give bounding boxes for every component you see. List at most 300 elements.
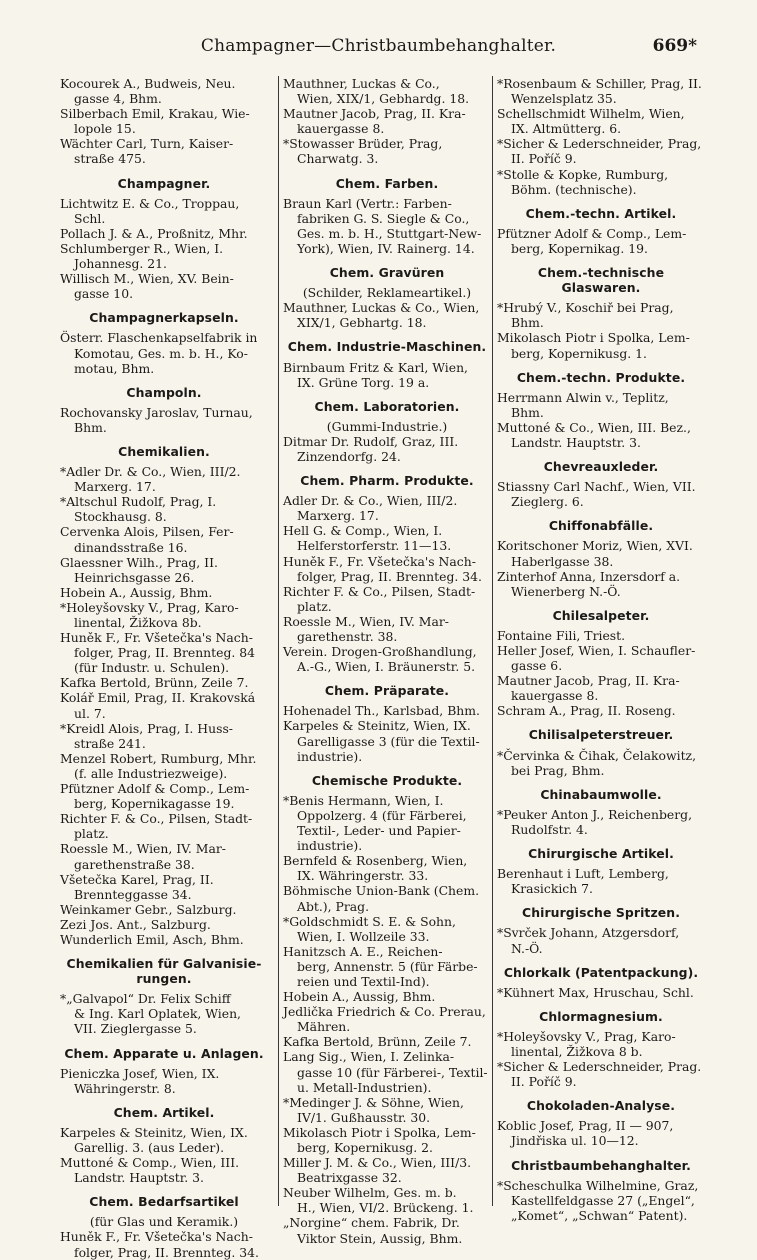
entry-line-cont: garethenstr. 38. [297,629,398,644]
entry-line: Hanitzsch A. E., Reichen- [283,943,443,959]
entry-line-cont: gasse 10 (für Färberei-, Textil- [297,1064,488,1080]
entry-line: Kafka Bertold, Brünn, Zeile 7. [283,1034,472,1050]
entry-line: Kafka Bertold, Brünn, Zeile 7. [60,675,249,691]
directory-entry [60,781,268,811]
entry-line: „Norgine“ chem. Fabrik, Dr. [283,1215,460,1231]
category-heading [497,265,705,295]
directory-entry [497,569,705,599]
category-subheading: (für Glas und Keramik.) [89,1214,239,1230]
category-heading [60,1046,268,1061]
directory-entry [60,585,268,600]
directory-entry [283,703,491,718]
directory-entry [283,523,491,553]
page-number: 669* [652,36,697,56]
entry-line-cont: Mähren. [297,1019,351,1035]
directory-entry [60,196,268,226]
entry-line-cont: reien und Textil-Ind). [297,973,430,989]
directory-entry [283,614,491,644]
entry-line: *Svrček Johann, Atzgersdorf, [497,925,680,941]
entry-line: Menzel Robert, Rumburg, Mhr. [60,750,257,766]
entry-line: Weinkamer Gebr., Salzburg. [60,901,237,917]
directory-entry [283,1034,491,1049]
category-heading [283,265,491,280]
entry-line-cont: Wienerberg N.-Ö. [511,583,621,599]
entry-line-cont: IX. Altmütterg. 6. [511,121,622,137]
entry-line-cont: platz. [74,826,109,842]
directory-entry [283,106,491,136]
directory-entry [60,991,268,1036]
heading-text: Chemikalien. [118,443,210,459]
directory-entry [60,136,268,166]
directory-entry [283,718,491,763]
entry-line-cont: Zieglerg. 6. [511,494,584,510]
entry-line: Braun Karl (Vertr.: Farben- [283,195,452,211]
entry-line-cont: Kastellfeldgasse 27 („Engel“, [511,1192,695,1208]
category-heading [60,176,268,191]
heading-text: Chlormagnesium. [539,1008,663,1024]
directory-entry [497,1118,705,1148]
directory-entry [497,628,705,643]
directory-entry [283,853,491,883]
directory-entry [497,330,705,360]
directory-entry [60,76,268,106]
entry-line: Hobein A., Aussig, Bhm. [283,989,436,1005]
entry-line-cont: Wien, XIX/1, Gebhardg. 18. [297,91,470,107]
heading-text: Chiffonabfälle. [548,518,654,534]
directory-entry [283,136,491,166]
heading-text: Champoln. [126,384,202,400]
entry-line: Stiassny Carl Nachf., Wien, VII. [497,479,696,495]
entry-line: *„Galvapol“ Dr. Felix Schiff [60,991,231,1007]
entry-line: Hohenadel Th., Karlsbad, Bhm. [283,703,480,719]
entry-line: Lichtwitz E. & Co., Troppau, [60,195,240,211]
entry-line-cont: Charwatg. 3. [297,151,379,167]
entry-line-cont: Landstr. Hauptstr. 3. [74,1170,204,1186]
directory-entry [497,643,705,673]
entry-line-cont: Stockhausg. 8. [74,509,167,525]
entry-line: Glaessner Wilh., Prag, II. [60,554,218,570]
entry-line: Mikolasch Piotr i Spolka, Lem- [283,1124,476,1140]
entry-line: Hell G. & Comp., Wien, I. [283,523,443,539]
entry-line: *Červinka & Čihak, Čelakowitz, [497,747,697,763]
column-3 [492,76,705,1223]
entry-line-cont: industrie). [297,748,363,764]
entry-line: Koblic Josef, Prag, II — 907, [497,1118,674,1134]
entry-line-cont: VII. Zieglergasse 5. [74,1021,197,1037]
entry-line-cont: berg, Kopernikag. 19. [511,240,648,256]
entry-line: *Medinger J. & Söhne, Wien, [283,1094,464,1110]
entry-line-cont: Wien, I. Wollzeile 33. [297,928,430,944]
entry-line-cont: linental, Žižkova 8 b. [511,1043,643,1059]
category-heading [283,473,491,488]
category-heading [283,773,491,788]
entry-line: Kolář Emil, Prag, II. Krakovská [60,690,256,706]
entry-line-cont: fabriken G. S. Siegle & Co., [297,210,470,226]
heading-text: Chem. Apparate u. Anlagen. [64,1045,264,1061]
entry-line: *Holeyšovsky V., Prag, Karo- [60,599,239,615]
entry-line-cont: Helferstorferstr. 11—13. [297,538,452,554]
entry-line-cont: „Komet“, „Schwan“ Patent). [511,1207,688,1223]
directory-entry [60,872,268,902]
entry-line: Adler Dr. & Co., Wien, III/2. [283,493,458,509]
directory-entry [60,405,268,435]
entry-line: Pieniczka Josef, Wien, IX. [60,1065,220,1081]
entry-line: Verein. Drogen-Großhandlung, [283,644,477,660]
category-heading [497,459,705,474]
heading-text: Chirurgische Artikel. [528,846,674,862]
entry-line-cont: industrie). [297,838,363,854]
heading-text: Champagnerkapseln. [89,310,239,326]
entry-line-cont: folger, Prag, II. Brennteg. 84 [74,645,256,661]
entry-line-cont: Haberlgasse 38. [511,553,614,569]
entry-line-cont: Landstr. Hauptstr. 3. [511,434,641,450]
entry-line: Všetečka Karel, Prag, II. [60,871,214,887]
heading-text: Chem.-techn. Artikel. [525,205,677,221]
directory-entry [283,1004,491,1034]
entry-line: Wunderlich Emil, Asch, Bhm. [60,931,244,947]
directory-entry [60,555,268,585]
directory-entry [60,932,268,947]
entry-line-cont: Textil-, Leder- und Papier- [297,823,461,839]
category-heading [60,956,268,986]
entry-line-cont: Heinrichsgasse 26. [74,569,195,585]
entry-line: Rochovansky Jaroslav, Turnau, [60,404,253,420]
heading-text: Chem.-technische Glaswaren. [537,265,665,296]
category-heading [60,1194,268,1209]
entry-line-cont: IX. Währingerstr. 33. [297,868,429,884]
directory-entry [497,390,705,420]
category-heading [60,310,268,325]
entry-line-cont: Garelligasse 3 (für die Textil- [297,733,480,749]
directory-entry [60,1229,268,1259]
entry-line-cont: (f. alle Industriezweige). [74,765,228,781]
entry-line: *Scheschulka Wilhelmine, Graz, [497,1177,699,1193]
directory-entry [497,136,705,166]
directory-entry [60,524,268,554]
entry-line: Neuber Wilhelm, Ges. m. b. [283,1185,457,1201]
directory-entry [283,493,491,523]
category-heading [497,1098,705,1113]
heading-text: Chokoladen-Analyse. [526,1098,676,1114]
entry-line: Hobein A., Aussig, Bhm. [60,584,213,600]
category-heading [60,444,268,459]
entry-line: Lang Sig., Wien, I. Zelinka- [283,1049,455,1065]
directory-entry [60,902,268,917]
directory-entry [283,196,491,256]
directory-entry [497,985,705,1000]
directory-entry [283,914,491,944]
directory-entry [497,226,705,256]
category-subheading: (Schilder, Reklameartikel.) [302,285,472,301]
heading-text: Chirurgische Spritzen. [522,905,680,921]
entry-line-cont: Viktor Stein, Aussig, Bhm. [297,1230,463,1246]
directory-entry [497,925,705,955]
entry-line-cont: Ges. m. b. H., Stuttgart-New- [297,225,482,241]
entry-line: Huněk F., Fr. Všetečka's Nach- [60,630,253,646]
column-1 [60,76,268,1260]
category-heading [497,905,705,920]
directory-entry [497,673,705,703]
directory-columns [60,76,702,1260]
entry-line-cont: gasse 6. [511,658,563,674]
entry-line: Koritschoner Moriz, Wien, XVI. [497,538,693,554]
category-heading [497,370,705,385]
directory-entry [497,703,705,718]
category-heading [497,965,705,980]
entry-line: Miller J. M. & Co., Wien, III/3. [283,1155,472,1171]
entry-line-cont: York), Wien, IV. Rainerg. 14. [297,240,475,256]
entry-line: Österr. Flaschenkapselfabrik in [60,330,258,346]
directory-entry [283,554,491,584]
entry-line: *Hrubý V., Koschiř bei Prag, [497,300,674,316]
directory-entry [497,76,705,106]
heading-text: Chem. Laboratorien. [314,398,460,414]
entry-line-cont: Marxerg. 17. [74,479,156,495]
directory-entry [283,584,491,614]
directory-entry [60,464,268,494]
directory-entry [60,226,268,241]
entry-line: *Kreidl Alois, Prag, I. Huss- [60,720,233,736]
heading-text: Chem. Bedarfsartikel [89,1194,239,1210]
entry-line-cont: gasse 10. [74,286,134,302]
entry-line-cont: garethenstraße 38. [74,856,195,872]
entry-line: Mautner Jacob, Prag, II. Kra- [283,106,466,122]
entry-line-cont: gasse 4, Bhm. [74,91,162,107]
entry-line-cont: Beatrixgasse 32. [297,1170,402,1186]
entry-line-cont: H., Wien, VI/2. Brückeng. 1. [297,1200,474,1216]
entry-line-cont: Bhm. [511,315,544,331]
heading-text: Chem. Pharm. Produkte. [300,473,474,489]
entry-line: *Peuker Anton J., Reichenberg, [497,806,693,822]
directory-entry [497,748,705,778]
entry-line: Ditmar Dr. Rudolf, Graz, III. [283,433,459,449]
entry-line-cont: IX. Grüne Torg. 19 a. [297,374,430,390]
entry-line: *Holeyšovsky V., Prag, Karo- [497,1028,676,1044]
category-heading [60,1105,268,1120]
category-heading [497,518,705,533]
entry-line: Kocourek A., Budweis, Neu. [60,76,236,91]
entry-line-cont: platz. [297,598,332,614]
entry-line: *Altschul Rudolf, Prag, I. [60,494,217,510]
directory-entry [60,330,268,375]
entry-line: *Rosenbaum & Schiller, Prag, II. [497,76,702,91]
category-heading [497,846,705,861]
category-heading [497,1158,705,1173]
heading-text: Chilisalpeterstreuer. [528,727,674,743]
entry-line-cont: berg, Kopernikusg. 1. [511,345,647,361]
entry-line: Bernfeld & Rosenberg, Wien, [283,853,468,869]
entry-line-cont: Wenzelsplatz 35. [511,91,617,107]
entry-line-cont: dinandsstraße 16. [74,539,188,555]
entry-line: *Sicher & Lederschneider, Prag, [497,136,702,152]
directory-entry [283,944,491,989]
directory-entry [497,300,705,330]
entry-line-cont: kauergasse 8. [297,121,385,137]
heading-text: Chevreauxleder. [543,459,659,475]
entry-line: Birnbaum Fritz & Karl, Wien, [283,359,468,375]
directory-entry [497,1178,705,1223]
entry-line: Karpeles & Steinitz, Wien, IX. [60,1124,248,1140]
heading-text: Champagner. [117,175,211,191]
entry-line-cont: Komotau, Ges. m. b. H., Ko- [74,345,248,361]
entry-line-cont: Schl. [74,210,106,226]
entry-line-cont: II. Poříč 9. [511,151,577,167]
entry-line-cont: Johannesg. 21. [74,256,167,272]
entry-line: Richter F. & Co., Pilsen, Stadt- [60,811,253,827]
entry-line-cont: Rudolfstr. 4. [511,821,588,837]
running-head [60,36,697,60]
directory-entry [497,106,705,136]
entry-line-cont: Brennteggasse 34. [74,886,192,902]
entry-line-cont: bei Prag, Bhm. [511,762,605,778]
entry-line-cont: u. Metall-Industrien). [297,1079,432,1095]
directory-entry [497,167,705,197]
category-heading [283,176,491,191]
entry-line-cont: (für Industr. u. Schulen). [74,660,230,676]
directory-entry [283,793,491,853]
directory-entry [283,1215,491,1245]
entry-line-cont: Bhm. [511,404,544,420]
entry-line-cont: lopole 15. [74,121,136,137]
entry-line-cont: straße 475. [74,151,146,167]
heading-text: Chemikalien für Galvanisie- [66,956,262,972]
entry-line: Jedlička Friedrich & Co. Prerau, [283,1004,486,1020]
entry-line-cont: Marxerg. 17. [297,508,379,524]
entry-line: Roessle M., Wien, IV. Mar- [60,841,226,857]
entry-line: *Goldschmidt S. E. & Sohn, [283,913,456,929]
directory-entry [283,883,491,913]
entry-line-cont: IV/1. Gußhausstr. 30. [297,1109,431,1125]
entry-line-cont: A.-G., Wien, I. Bräunerstr. 5. [297,659,476,675]
directory-entry [60,1155,268,1185]
entry-line-cont: motau, Bhm. [74,360,155,376]
directory-entry [497,1029,705,1059]
entry-line-cont: Zinzendorfg. 24. [297,448,401,464]
category-heading [497,608,705,623]
entry-line-cont: Währingerstr. 8. [74,1080,176,1096]
entry-line: *Stolle & Kopke, Rumburg, [497,166,669,182]
directory-entry [283,76,491,106]
directory-entry [497,866,705,896]
entry-line: Richter F. & Co., Pilsen, Stadt- [283,583,476,599]
entry-line-cont: kauergasse 8. [511,688,599,704]
entry-line-cont: straße 241. [74,735,146,751]
heading-text: Chem. Gravüren [329,265,445,281]
entry-line: *Benis Hermann, Wien, I. [283,792,444,808]
category-heading [497,206,705,221]
heading-text: Chemische Produkte. [311,772,463,788]
entry-line: *Stowasser Brüder, Prag, [283,136,443,152]
entry-line: Böhmische Union-Bank (Chem. [283,883,480,899]
directory-entry [497,1059,705,1089]
directory-entry [60,690,268,720]
directory-entry [497,479,705,509]
entry-line: Zinterhof Anna, Inzersdorf a. [497,568,681,584]
directory-entry [60,1066,268,1096]
directory-entry [283,644,491,674]
entry-line: *Adler Dr. & Co., Wien, III/2. [60,464,241,480]
entry-line: Willisch M., Wien, XV. Bein- [60,271,234,287]
entry-line: *Sicher & Lederschneider, Prag. [497,1059,702,1075]
directory-entry [60,811,268,841]
entry-line: Muttoné & Co., Wien, III. Bez., [497,419,691,435]
directory-entry [283,989,491,1004]
entry-line: *Kühnert Max, Hruschau, Schl. [497,984,694,1000]
directory-entry [60,751,268,781]
directory-entry [283,1185,491,1215]
entry-line-cont: Krasickich 7. [511,881,593,897]
entry-line: Schlumberger R., Wien, I. [60,240,224,256]
entry-line-cont: berg, Annenstr. 5 (für Färbe- [297,958,478,974]
heading-text: Chem.-techn. Produkte. [516,369,686,385]
entry-line-cont: folger, Prag, II. Brennteg. 34. [74,1244,259,1260]
entry-line: Mauthner, Luckas & Co., Wien, [283,300,480,316]
heading-text: Chem. Farben. [335,175,439,191]
entry-line: Heller Josef, Wien, I. Schaufler- [497,643,696,658]
heading-text-cont: rungen. [136,971,192,987]
entry-line: Schellschmidt Wilhelm, Wien, [497,106,685,122]
entry-line: Pfützner Adolf & Comp., Lem- [497,225,687,241]
entry-line-cont: N.-Ö. [511,940,543,956]
heading-text: Chem. Präparate. [324,683,450,699]
directory-entry [60,675,268,690]
category-heading [283,683,491,698]
directory-entry [497,538,705,568]
heading-text: Christbaumbehanghalter. [511,1157,691,1173]
entry-line: Huněk F., Fr. Všetečka's Nach- [60,1229,253,1245]
category-heading [497,787,705,802]
entry-line: Silberbach Emil, Krakau, Wie- [60,106,250,122]
entry-line: Mikolasch Piotr i Spolka, Lem- [497,330,690,346]
entry-line-cont: XIX/1, Gebhartg. 18. [297,315,427,331]
heading-text: Chem. Artikel. [113,1104,215,1120]
entry-line: Zezi Jos. Ant., Salzburg. [60,916,211,932]
entry-line: Mautner Jacob, Prag, II. Kra- [497,673,680,689]
entry-line-cont: berg, Kopernikagasse 19. [74,796,235,812]
entry-line: Fontaine Fili, Triest. [497,627,626,643]
directory-entry [497,807,705,837]
entry-line-cont: Oppolzerg. 4 (für Färberei, [297,807,467,823]
directory-entry [283,1155,491,1185]
directory-entry [60,494,268,524]
entry-line: Karpeles & Steinitz, Wien, IX. [283,718,471,734]
directory-entry [283,1095,491,1125]
column-2 [278,76,491,1246]
directory-entry [283,360,491,390]
entry-line-cont: Böhm. (technische). [511,181,637,197]
entry-line-cont: Garellig. 3. (aus Leder). [74,1140,225,1155]
heading-text: Chilesalpeter. [552,607,650,623]
entry-line-cont: II. Poříč 9. [511,1074,577,1090]
directory-entry [60,106,268,136]
category-heading [283,399,491,414]
directory-entry [60,600,268,630]
entry-line: Pollach J. & A., Proßnitz, Mhr. [60,225,248,241]
heading-text: Chem. Industrie-Maschinen. [287,339,487,355]
entry-line: Pfützner Adolf & Comp., Lem- [60,781,250,797]
entry-line-cont: Abt.), Prag. [297,898,370,914]
directory-entry [283,434,491,464]
directory-entry [283,300,491,330]
directory-entry [60,1125,268,1155]
category-heading [283,339,491,354]
entry-line-cont: ul. 7. [74,705,106,721]
directory-entry [497,420,705,450]
entry-line: Huněk F., Fr. Všetečka's Nach- [283,553,476,569]
directory-entry [60,271,268,301]
entry-line: Wächter Carl, Turn, Kaiser- [60,136,234,152]
category-subheading: (Gummi-Industrie.) [326,418,448,434]
